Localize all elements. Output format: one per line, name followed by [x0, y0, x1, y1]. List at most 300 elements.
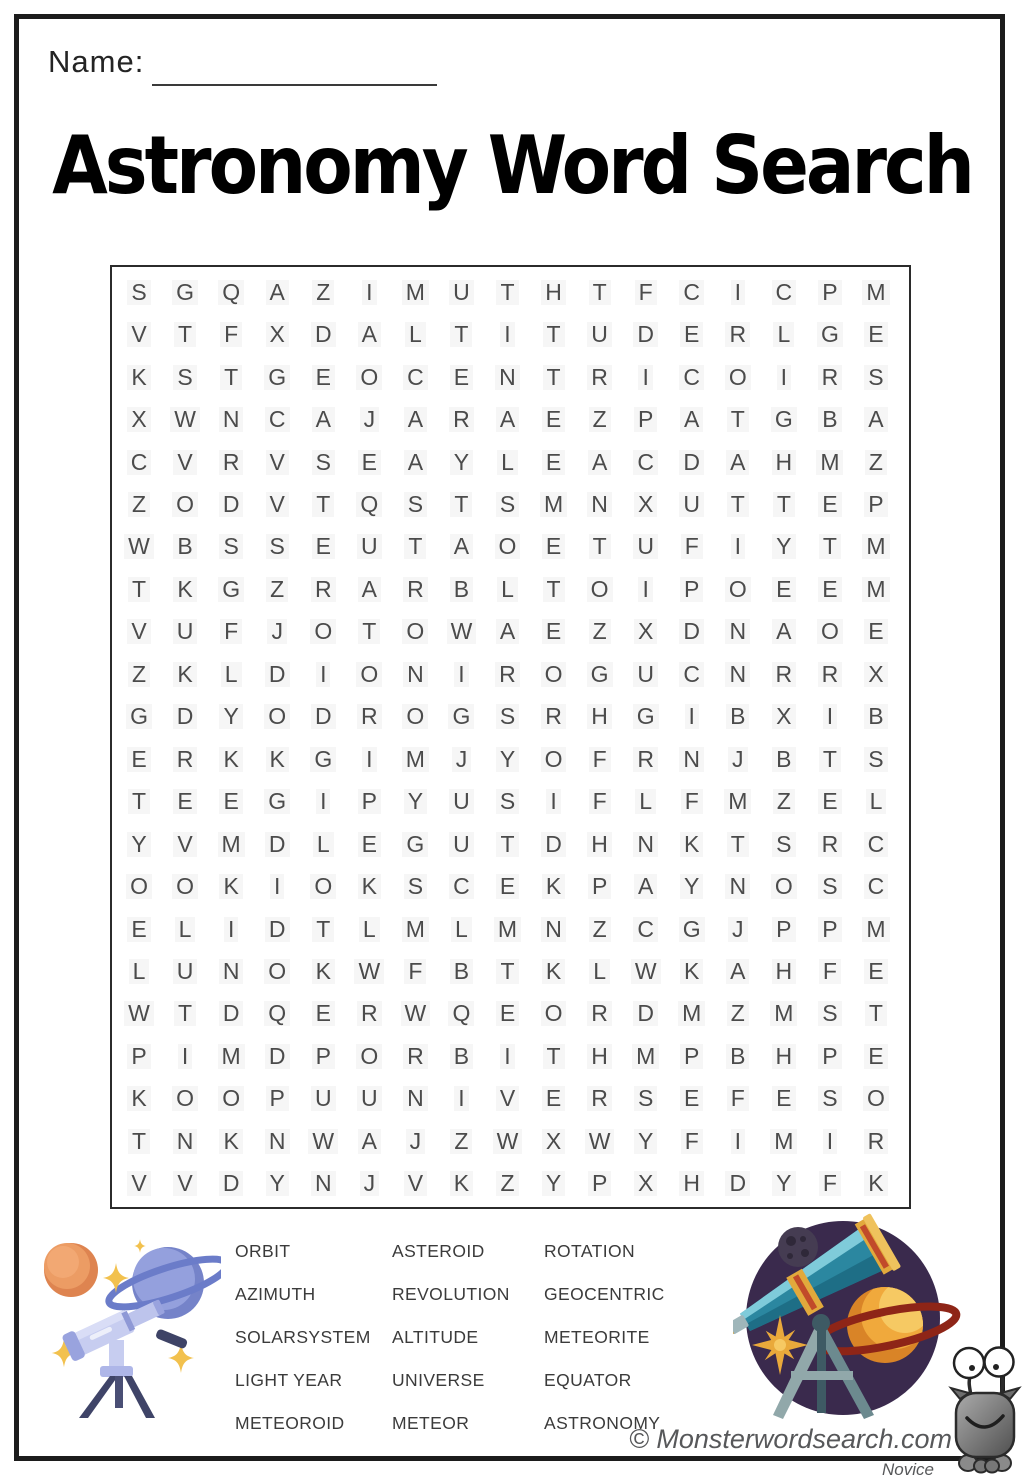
difficulty-label: Novice	[882, 1460, 934, 1479]
grid-letter: X	[623, 611, 669, 653]
grid-letter: N	[531, 908, 577, 950]
grid-letter: U	[438, 271, 484, 313]
grid-letter: U	[623, 653, 669, 695]
grid-letter: Z	[853, 441, 899, 483]
grid-letter: K	[208, 865, 254, 907]
grid-letter: D	[623, 313, 669, 355]
telescope-space-circle-illustration	[733, 1213, 962, 1427]
grid-letter: H	[761, 441, 807, 483]
word-list-column	[392, 1230, 544, 1445]
grid-letter: R	[392, 1035, 438, 1077]
grid-letter: P	[807, 1035, 853, 1077]
grid-letter: B	[438, 568, 484, 610]
grid-letter: W	[346, 950, 392, 992]
grid-letter: N	[254, 1120, 300, 1162]
grid-letter: P	[577, 1163, 623, 1205]
grid-letter: N	[300, 1163, 346, 1205]
grid-letter: D	[208, 1163, 254, 1205]
grid-letter: R	[162, 738, 208, 780]
grid-letter: G	[669, 908, 715, 950]
grid-letter: Z	[116, 653, 162, 695]
page-title: Astronomy Word Search	[52, 118, 972, 213]
grid-letter: F	[623, 271, 669, 313]
grid-letter: U	[623, 526, 669, 568]
grid-letter: A	[438, 526, 484, 568]
grid-letter: T	[438, 313, 484, 355]
grid-letter: L	[438, 908, 484, 950]
grid-letter: S	[853, 738, 899, 780]
grid-letter: B	[438, 950, 484, 992]
grid-letter: G	[254, 356, 300, 398]
grid-letter: N	[392, 1078, 438, 1120]
grid-letter: E	[853, 611, 899, 653]
grid-letter: D	[254, 1035, 300, 1077]
grid-letter: R	[577, 1078, 623, 1120]
grid-letter: I	[300, 780, 346, 822]
grid-letter: X	[761, 696, 807, 738]
grid-letter: H	[577, 696, 623, 738]
grid-letter: N	[715, 653, 761, 695]
grid-letter: E	[346, 823, 392, 865]
grid-letter: M	[669, 993, 715, 1035]
grid-letter: Q	[438, 993, 484, 1035]
grid-letter: M	[853, 568, 899, 610]
word-list-item: UNIVERSE	[392, 1370, 485, 1390]
grid-letter: L	[116, 950, 162, 992]
grid-letter: O	[853, 1078, 899, 1120]
grid-letter: M	[392, 738, 438, 780]
grid-letter: K	[853, 1163, 899, 1205]
grid-letter: A	[300, 398, 346, 440]
grid-letter: T	[484, 823, 530, 865]
word-list-item: METEOROID	[235, 1413, 345, 1433]
grid-letter: S	[392, 483, 438, 525]
grid-letter: Q	[208, 271, 254, 313]
grid-letter: I	[484, 1035, 530, 1077]
grid-letter: P	[669, 1035, 715, 1077]
grid-letter: T	[715, 483, 761, 525]
grid-letter: L	[300, 823, 346, 865]
grid-letter: K	[208, 738, 254, 780]
word-list	[235, 1230, 714, 1445]
grid-letter: I	[761, 356, 807, 398]
grid-letter: X	[623, 483, 669, 525]
name-label: Name:	[48, 44, 145, 79]
grid-letter: F	[577, 738, 623, 780]
grid-letter: T	[116, 568, 162, 610]
grid-letter: X	[116, 398, 162, 440]
grid-letter: T	[807, 526, 853, 568]
grid-letter: U	[346, 526, 392, 568]
grid-letter: S	[116, 271, 162, 313]
grid-letter: L	[162, 908, 208, 950]
grid-letter: M	[761, 993, 807, 1035]
grid-letter: N	[162, 1120, 208, 1162]
grid-letter: R	[761, 653, 807, 695]
grid-letter: R	[392, 568, 438, 610]
grid-letter: D	[208, 993, 254, 1035]
grid-letter: E	[162, 780, 208, 822]
grid-letter: I	[623, 568, 669, 610]
grid-letter: T	[715, 398, 761, 440]
grid-letter: I	[484, 313, 530, 355]
grid-letter: M	[484, 908, 530, 950]
grid-letter: U	[669, 483, 715, 525]
grid-letter: L	[346, 908, 392, 950]
grid-letter: U	[300, 1078, 346, 1120]
grid-letter: W	[577, 1120, 623, 1162]
grid-letter: P	[346, 780, 392, 822]
grid-letter: J	[254, 611, 300, 653]
grid-letter: O	[531, 738, 577, 780]
grid-letter: O	[254, 696, 300, 738]
grid-letter: N	[715, 865, 761, 907]
grid-letter: W	[162, 398, 208, 440]
grid-letter: B	[761, 738, 807, 780]
grid-letter: S	[761, 823, 807, 865]
grid-letter: A	[346, 313, 392, 355]
grid-letter: Z	[715, 993, 761, 1035]
grid-letter: T	[577, 526, 623, 568]
grid-letter: C	[392, 356, 438, 398]
grid-letter: V	[116, 1163, 162, 1205]
grid-letter: E	[807, 568, 853, 610]
grid-letter: A	[577, 441, 623, 483]
grid-letter: F	[669, 1120, 715, 1162]
grid-letter: B	[853, 696, 899, 738]
grid-letter: A	[392, 441, 438, 483]
grid-letter: A	[853, 398, 899, 440]
grid-letter: M	[531, 483, 577, 525]
grid-letter: O	[346, 1035, 392, 1077]
grid-letter: N	[484, 356, 530, 398]
grid-letter: K	[531, 950, 577, 992]
grid-letter: M	[392, 908, 438, 950]
grid-letter: P	[761, 908, 807, 950]
grid-letter: U	[162, 611, 208, 653]
grid-letter: B	[162, 526, 208, 568]
grid-letter: P	[577, 865, 623, 907]
word-list-item: SOLARSYSTEM	[235, 1327, 371, 1347]
word-list-item: ORBIT	[235, 1241, 291, 1261]
grid-letter: H	[669, 1163, 715, 1205]
grid-letter: E	[116, 738, 162, 780]
grid-letter: T	[162, 313, 208, 355]
grid-letter: R	[484, 653, 530, 695]
grid-letter: G	[208, 568, 254, 610]
grid-letter: W	[438, 611, 484, 653]
grid-letter: E	[669, 313, 715, 355]
grid-letter: R	[577, 993, 623, 1035]
grid-letter: G	[300, 738, 346, 780]
grid-letter: E	[761, 568, 807, 610]
grid-letter: V	[254, 441, 300, 483]
grid-letter: L	[853, 780, 899, 822]
grid-letter: D	[300, 696, 346, 738]
grid-letter: C	[623, 441, 669, 483]
grid-letter: Z	[577, 908, 623, 950]
grid-letter: I	[623, 356, 669, 398]
grid-letter: O	[300, 865, 346, 907]
grid-letter: T	[531, 356, 577, 398]
grid-letter: G	[392, 823, 438, 865]
grid-letter: C	[669, 271, 715, 313]
grid-letter: Z	[116, 483, 162, 525]
grid-letter: R	[715, 313, 761, 355]
grid-letter: T	[853, 993, 899, 1035]
grid-letter: L	[484, 568, 530, 610]
grid-letter: S	[807, 993, 853, 1035]
grid-letter: I	[715, 526, 761, 568]
grid-letter: K	[162, 568, 208, 610]
grid-letter: D	[669, 441, 715, 483]
grid-letter: Y	[761, 1163, 807, 1205]
grid-letter: I	[208, 908, 254, 950]
grid-letter: S	[484, 696, 530, 738]
grid-letter: E	[531, 526, 577, 568]
grid-letter: S	[300, 441, 346, 483]
grid-letter: D	[162, 696, 208, 738]
grid-letter: M	[208, 1035, 254, 1077]
grid-letter: R	[531, 696, 577, 738]
grid-letter: C	[761, 271, 807, 313]
grid-letter: K	[669, 823, 715, 865]
grid-letter: T	[531, 313, 577, 355]
grid-letter: I	[438, 1078, 484, 1120]
grid-letter: P	[807, 908, 853, 950]
word-list-item: REVOLUTION	[392, 1284, 510, 1304]
grid-letter: I	[669, 696, 715, 738]
grid-letter: H	[531, 271, 577, 313]
grid-letter: E	[300, 526, 346, 568]
grid-letter: D	[208, 483, 254, 525]
word-list-item: GEOCENTRIC	[544, 1284, 665, 1304]
grid-letter: E	[346, 441, 392, 483]
grid-letter: R	[346, 993, 392, 1035]
grid-letter: O	[346, 356, 392, 398]
grid-letter: U	[577, 313, 623, 355]
word-list-item: ROTATION	[544, 1241, 636, 1261]
grid-letter: C	[853, 823, 899, 865]
word-list-item: METEOR	[392, 1413, 470, 1433]
grid-letter: B	[715, 1035, 761, 1077]
grid-letter: E	[484, 865, 530, 907]
grid-letter: S	[392, 865, 438, 907]
grid-letter: T	[300, 483, 346, 525]
grid-letter: F	[715, 1078, 761, 1120]
grid-letter: Y	[623, 1120, 669, 1162]
grid-letter: Y	[531, 1163, 577, 1205]
grid-letter: J	[346, 1163, 392, 1205]
grid-letter: P	[116, 1035, 162, 1077]
grid-letter: L	[761, 313, 807, 355]
grid-letter: Z	[484, 1163, 530, 1205]
word-list-item: LIGHT YEAR	[235, 1370, 343, 1390]
grid-letter: S	[807, 1078, 853, 1120]
grid-letter: E	[807, 483, 853, 525]
grid-letter: P	[853, 483, 899, 525]
grid-letter: E	[484, 993, 530, 1035]
grid-letter: Z	[438, 1120, 484, 1162]
grid-letter: U	[346, 1078, 392, 1120]
grid-letter: C	[669, 653, 715, 695]
grid-letter: A	[623, 865, 669, 907]
grid-letter: O	[531, 993, 577, 1035]
grid-letter: F	[208, 313, 254, 355]
grid-letter: O	[392, 696, 438, 738]
grid-letter: O	[346, 653, 392, 695]
grid-letter: N	[623, 823, 669, 865]
grid-letter: A	[715, 950, 761, 992]
grid-letter: V	[162, 441, 208, 483]
grid-letter: S	[623, 1078, 669, 1120]
grid-letter: K	[116, 356, 162, 398]
grid-letter: Y	[116, 823, 162, 865]
grid-letter: O	[531, 653, 577, 695]
grid-letter: R	[438, 398, 484, 440]
grid-letter: A	[392, 398, 438, 440]
grid-letter: O	[577, 568, 623, 610]
grid-letter: K	[346, 865, 392, 907]
grid-letter: P	[300, 1035, 346, 1077]
grid-letter: F	[392, 950, 438, 992]
grid-letter: W	[116, 526, 162, 568]
grid-letter: V	[116, 611, 162, 653]
grid-letter: R	[577, 356, 623, 398]
grid-letter: E	[438, 356, 484, 398]
grid-letter: K	[438, 1163, 484, 1205]
grid-letter: B	[715, 696, 761, 738]
grid-letter: T	[208, 356, 254, 398]
grid-letter: D	[254, 908, 300, 950]
grid-letter: D	[254, 653, 300, 695]
grid-letter: O	[484, 526, 530, 568]
grid-letter: C	[669, 356, 715, 398]
grid-letter: S	[162, 356, 208, 398]
grid-letter: H	[761, 1035, 807, 1077]
grid-letter: U	[438, 780, 484, 822]
grid-letter: M	[807, 441, 853, 483]
grid-letter: G	[162, 271, 208, 313]
grid-letter: B	[807, 398, 853, 440]
grid-letter: E	[807, 780, 853, 822]
grid-letter: R	[346, 696, 392, 738]
grid-letter: F	[669, 526, 715, 568]
grid-letter: M	[853, 526, 899, 568]
grid-letter: L	[623, 780, 669, 822]
grid-letter: V	[484, 1078, 530, 1120]
grid-letter: J	[715, 738, 761, 780]
grid-letter: K	[531, 865, 577, 907]
grid-letter: Z	[761, 780, 807, 822]
word-list-column	[544, 1230, 714, 1445]
grid-letter: G	[438, 696, 484, 738]
grid-letter: K	[254, 738, 300, 780]
grid-letter: H	[761, 950, 807, 992]
grid-letter: W	[484, 1120, 530, 1162]
grid-letter: Z	[254, 568, 300, 610]
grid-letter: F	[208, 611, 254, 653]
grid-letter: Y	[392, 780, 438, 822]
grid-letter: Y	[438, 441, 484, 483]
grid-letter: B	[438, 1035, 484, 1077]
grid-letter: C	[254, 398, 300, 440]
copyright-text: © Monsterwordsearch.com	[629, 1424, 952, 1454]
grid-letter: X	[531, 1120, 577, 1162]
grid-letter: R	[623, 738, 669, 780]
grid-letter: Q	[254, 993, 300, 1035]
grid-letter: L	[208, 653, 254, 695]
asteroid-icon	[778, 1227, 818, 1267]
telescope-planets-illustration	[36, 1228, 221, 1420]
grid-letter: A	[484, 611, 530, 653]
grid-letter: V	[254, 483, 300, 525]
grid-letter: X	[623, 1163, 669, 1205]
grid-letter: I	[346, 738, 392, 780]
grid-letter: M	[392, 271, 438, 313]
grid-letter: L	[484, 441, 530, 483]
grid-letter: D	[300, 313, 346, 355]
grid-letter: L	[392, 313, 438, 355]
grid-letter: E	[208, 780, 254, 822]
grid-letter: I	[807, 696, 853, 738]
grid-letter: X	[853, 653, 899, 695]
grid-letter: M	[715, 780, 761, 822]
grid-letter: O	[162, 483, 208, 525]
grid-letter: O	[807, 611, 853, 653]
grid-letter: E	[531, 441, 577, 483]
grid-letter: P	[254, 1078, 300, 1120]
grid-letter: G	[761, 398, 807, 440]
grid-letter: R	[807, 356, 853, 398]
grid-letter: M	[208, 823, 254, 865]
grid-letter: J	[346, 398, 392, 440]
grid-letter: E	[853, 1035, 899, 1077]
grid-letter: T	[715, 823, 761, 865]
grid-letter: O	[715, 356, 761, 398]
grid-letter: I	[254, 865, 300, 907]
word-list-column	[235, 1230, 392, 1445]
grid-letter: A	[484, 398, 530, 440]
grid-letter: T	[116, 780, 162, 822]
grid-letter: V	[392, 1163, 438, 1205]
grid-letter: T	[162, 993, 208, 1035]
grid-letter: T	[531, 1035, 577, 1077]
grid-letter: K	[116, 1078, 162, 1120]
grid-letter: P	[669, 568, 715, 610]
grid-letter: I	[438, 653, 484, 695]
grid-letter: V	[162, 1163, 208, 1205]
grid-letter: S	[853, 356, 899, 398]
grid-letter: S	[484, 483, 530, 525]
grid-letter: A	[761, 611, 807, 653]
grid-letter: I	[300, 653, 346, 695]
grid-letter: R	[807, 823, 853, 865]
grid-letter: T	[577, 271, 623, 313]
grid-letter: T	[116, 1120, 162, 1162]
grid-letter: G	[623, 696, 669, 738]
grid-letter: R	[807, 653, 853, 695]
grid-letter: M	[853, 908, 899, 950]
grid-letter: M	[853, 271, 899, 313]
grid-letter: R	[208, 441, 254, 483]
grid-letter: V	[116, 313, 162, 355]
grid-letter: Y	[254, 1163, 300, 1205]
grid-letter: K	[300, 950, 346, 992]
grid-letter: W	[392, 993, 438, 1035]
grid-letter: I	[715, 271, 761, 313]
grid-letter: Y	[484, 738, 530, 780]
